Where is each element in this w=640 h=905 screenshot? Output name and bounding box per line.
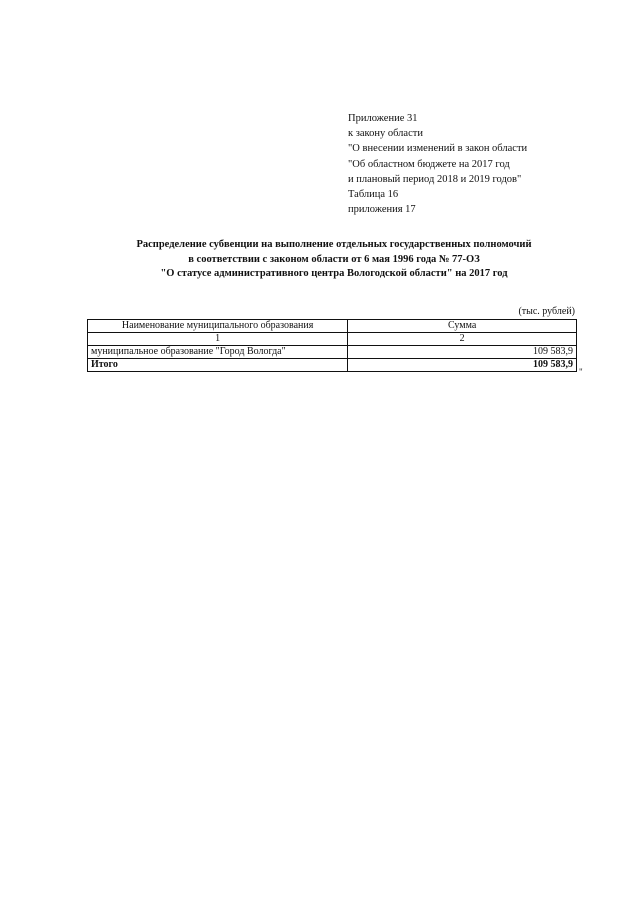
header-line-budget: "Об областном бюджете на 2017 год [348,158,510,170]
title-line-3: "О статусе административного центра Вологодской области" на 2017 год [160,268,508,279]
header-line-amendments: "О внесении изменений в закон области [348,143,528,155]
title-line-2: в соответствии с законом области от 6 мая 1996 года № 77-ОЗ [188,253,480,265]
appendix-header [348,111,598,217]
table-row [88,346,577,359]
closing-quote-mark: " [579,367,583,377]
subvention-table [87,319,577,372]
total-amount-cell: 109 583,9 [348,359,577,372]
table-header-row [88,320,577,333]
header-line-table-number: Таблица 16 [348,189,399,201]
header-line-to-law: к закону области [348,128,423,140]
column-number-row [88,333,577,346]
title-line-1: Распределение субвенции на выполнение отдельных государственных полномочий [136,239,532,250]
total-row [88,359,577,372]
header-line-appendix: Приложение 31 [348,113,418,124]
column-header-sum: Сумма [348,320,577,333]
column-number-1: 1 [88,333,348,346]
total-label-cell: Итого [88,359,348,372]
document-title [60,238,608,282]
header-line-appendix-ref: приложения 17 [348,204,416,216]
municipality-name-cell: муниципальное образование "Город Вологда" [88,346,348,359]
column-header-name: Наименование муниципального образования [88,320,348,333]
amount-cell: 109 583,9 [348,346,577,359]
units-note: (тыс. рублей) [518,306,575,317]
column-number-2: 2 [348,333,577,346]
header-line-planning-period: и плановый период 2018 и 2019 годов" [348,173,522,185]
